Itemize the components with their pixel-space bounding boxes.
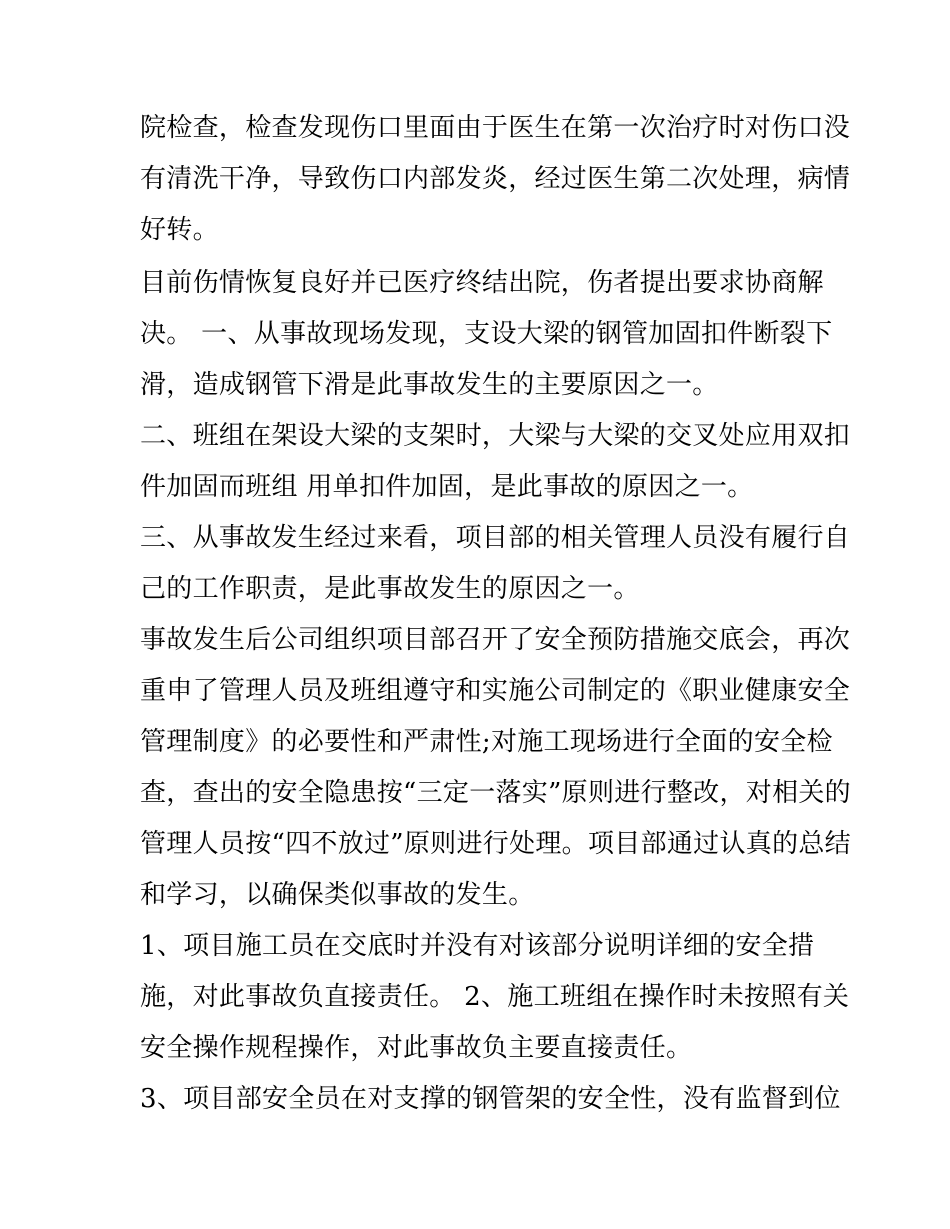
text-line: 安全操作规程操作，对此事故负主要直接责任。 bbox=[140, 1033, 693, 1063]
text-line: 查，查出的安全隐患按“三定一落实”原则进行整改，对相关的 bbox=[140, 778, 851, 808]
text-line: 1、项目施工员在交底时并没有对该部分说明详细的安全措 bbox=[140, 931, 815, 961]
text-line: 重申了管理人员及班组遵守和实施公司制定的《职业健康安全 bbox=[140, 676, 851, 706]
text-line: 二、班组在架设大梁的支架时，大梁与大梁的交叉处应用双扣 bbox=[140, 421, 851, 451]
text-line: 和学习，以确保类似事故的发生。 bbox=[140, 880, 535, 910]
text-line: 院检查，检查发现伤口里面由于医生在第一次治疗时对伤口没 bbox=[140, 113, 851, 143]
text-line: 好转。 bbox=[140, 215, 219, 245]
text-line: 件加固而班组 用单扣件加固，是此事故的原因之一。 bbox=[140, 472, 754, 502]
text-line: 3、项目部安全员在对支撑的钢管架的安全性，没有监督到位 bbox=[140, 1084, 841, 1114]
text-line: 事故发生后公司组织项目部召开了安全预防措施交底会，再次 bbox=[140, 625, 851, 655]
text-line: 滑，造成钢管下滑是此事故发生的主要原因之一。 bbox=[140, 370, 719, 400]
text-line: 施，对此事故负直接责任。 2、施工班组在操作时未按照有关 bbox=[140, 982, 850, 1012]
text-line: 有清洗干净，导致伤口内部发炎，经过医生第二次处理，病情 bbox=[140, 164, 851, 194]
text-line: 三、从事故发生经过来看，项目部的相关管理人员没有履行自 bbox=[140, 523, 851, 553]
text-line: 己的工作职责，是此事故发生的原因之一。 bbox=[140, 574, 640, 604]
text-line: 决。 一、从事故现场发现，支设大梁的钢管加固扣件断裂下 bbox=[140, 319, 833, 349]
text-line: 目前伤情恢复良好并已医疗终结出院，伤者提出要求协商解 bbox=[140, 268, 824, 298]
text-line: 管理制度》的必要性和严肃性;对施工现场进行全面的安全检 bbox=[140, 727, 833, 757]
text-line: 管理人员按“四不放过”原则进行处理。项目部通过认真的总结 bbox=[140, 829, 851, 859]
